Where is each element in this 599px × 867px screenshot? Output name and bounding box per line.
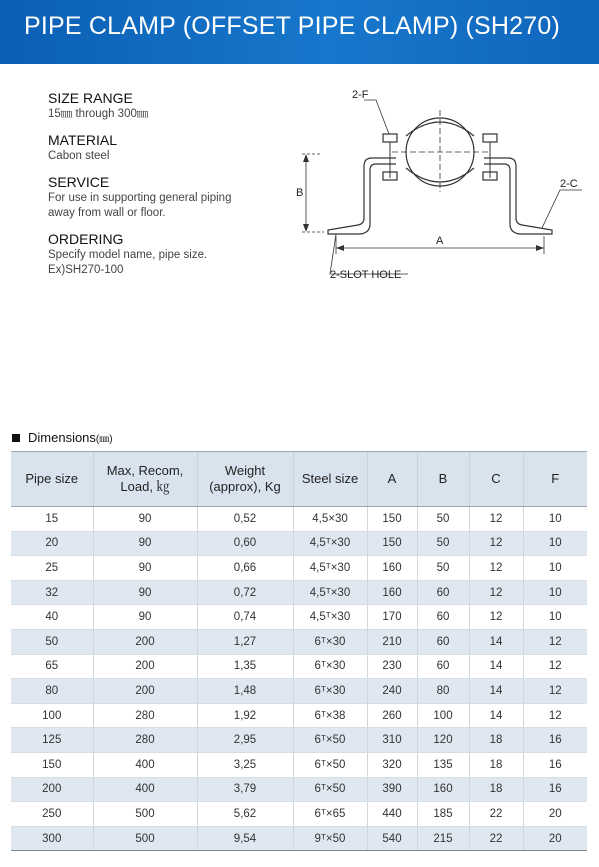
table-cell: 280 xyxy=(93,703,197,728)
label-slot-hole: 2-SLOT HOLE xyxy=(330,269,402,281)
table-cell: 4,5ᵀ×30 xyxy=(293,580,367,605)
table-cell: 310 xyxy=(367,728,417,753)
table-cell: 40 xyxy=(11,605,93,630)
table-cell: 400 xyxy=(93,777,197,802)
table-cell: 160 xyxy=(417,777,469,802)
table-row xyxy=(11,580,587,605)
spec-ordering xyxy=(48,231,288,278)
table-cell: 80 xyxy=(417,679,469,704)
title-banner xyxy=(0,0,599,64)
table-cell: 540 xyxy=(367,826,417,851)
table-cell: 2,95 xyxy=(197,728,293,753)
dimensions-unit: (㎜) xyxy=(95,434,113,445)
table-cell: 12 xyxy=(469,531,523,556)
table-cell: 10 xyxy=(523,580,587,605)
table-cell: 60 xyxy=(417,654,469,679)
spec-heading: ORDERING xyxy=(48,231,124,247)
dimensions-table xyxy=(11,451,587,851)
table-row xyxy=(11,826,587,851)
table-cell: 100 xyxy=(11,703,93,728)
table-cell: 6ᵀ×50 xyxy=(293,777,367,802)
spec-heading: MATERIAL xyxy=(48,132,117,148)
right-nut-top xyxy=(483,134,497,142)
table-cell: 3,25 xyxy=(197,752,293,777)
table-cell: 14 xyxy=(469,654,523,679)
table-cell: 5,62 xyxy=(197,802,293,827)
table-cell: 18 xyxy=(469,777,523,802)
c-leader xyxy=(542,190,582,228)
right-leg xyxy=(484,158,552,234)
table-cell: 90 xyxy=(93,556,197,581)
table-cell: 200 xyxy=(93,629,197,654)
table-cell: 4,5×30 xyxy=(293,507,367,532)
table-cell: 14 xyxy=(469,679,523,704)
table-cell: 18 xyxy=(469,752,523,777)
table-row xyxy=(11,531,587,556)
spec-service xyxy=(48,174,288,221)
table-cell: 12 xyxy=(523,654,587,679)
table-cell: 160 xyxy=(367,556,417,581)
table-cell: 1,92 xyxy=(197,703,293,728)
column-header: Pipe size xyxy=(11,452,93,507)
left-leg xyxy=(328,158,396,234)
column-header: Weight (approx), Kg xyxy=(197,452,293,507)
table-row xyxy=(11,752,587,777)
table-cell: 4,5ᵀ×30 xyxy=(293,556,367,581)
table-cell: 150 xyxy=(11,752,93,777)
table-cell: 9ᵀ×50 xyxy=(293,826,367,851)
table-cell: 10 xyxy=(523,531,587,556)
table-cell: 50 xyxy=(11,629,93,654)
spec-section xyxy=(48,90,288,288)
column-header: F xyxy=(523,452,587,507)
table-cell: 50 xyxy=(417,507,469,532)
table-row xyxy=(11,728,587,753)
spec-line: Cabon steel xyxy=(48,150,110,162)
spec-line: away from wall or floor. xyxy=(48,207,166,219)
column-header: C xyxy=(469,452,523,507)
table-row xyxy=(11,654,587,679)
dimensions-heading xyxy=(12,430,113,445)
table-row xyxy=(11,679,587,704)
table-cell: 25 xyxy=(11,556,93,581)
bullet-square-icon xyxy=(12,434,20,442)
table-cell: 6ᵀ×30 xyxy=(293,654,367,679)
label-b: B xyxy=(296,187,304,199)
table-cell: 20 xyxy=(523,802,587,827)
column-header: Max, Recom, Load, ㎏ xyxy=(93,452,197,507)
table-cell: 80 xyxy=(11,679,93,704)
table-cell: 125 xyxy=(11,728,93,753)
table-cell: 0,72 xyxy=(197,580,293,605)
table-cell: 1,48 xyxy=(197,679,293,704)
table-cell: 0,66 xyxy=(197,556,293,581)
table-cell: 210 xyxy=(367,629,417,654)
table-cell: 1,35 xyxy=(197,654,293,679)
table-cell: 440 xyxy=(367,802,417,827)
left-nut-top xyxy=(383,134,397,142)
table-row xyxy=(11,802,587,827)
table-cell: 6ᵀ×65 xyxy=(293,802,367,827)
table-cell: 170 xyxy=(367,605,417,630)
column-header: Steel size xyxy=(293,452,367,507)
dimensions-title: Dimensions xyxy=(28,430,96,445)
table-cell: 100 xyxy=(417,703,469,728)
table-cell: 280 xyxy=(93,728,197,753)
table-cell: 250 xyxy=(11,802,93,827)
table-cell: 300 xyxy=(11,826,93,851)
column-header: A xyxy=(367,452,417,507)
table-cell: 135 xyxy=(417,752,469,777)
table-cell: 10 xyxy=(523,556,587,581)
table-cell: 4,5ᵀ×30 xyxy=(293,531,367,556)
table-cell: 3,79 xyxy=(197,777,293,802)
table-cell: 14 xyxy=(469,703,523,728)
table-cell: 32 xyxy=(11,580,93,605)
table-header-row xyxy=(11,452,587,507)
table-cell: 12 xyxy=(469,580,523,605)
spec-line: 15㎜ through 300㎜ xyxy=(48,108,149,120)
spec-material xyxy=(48,132,288,164)
table-cell: 400 xyxy=(93,752,197,777)
table-cell: 1,27 xyxy=(197,629,293,654)
table-cell: 12 xyxy=(469,605,523,630)
table-cell: 90 xyxy=(93,507,197,532)
table-row xyxy=(11,777,587,802)
table-cell: 14 xyxy=(469,629,523,654)
table-cell: 18 xyxy=(469,728,523,753)
table-cell: 60 xyxy=(417,629,469,654)
table-cell: 6ᵀ×50 xyxy=(293,728,367,753)
table-cell: 50 xyxy=(417,531,469,556)
table-cell: 60 xyxy=(417,605,469,630)
table-cell: 6ᵀ×38 xyxy=(293,703,367,728)
table-cell: 9,54 xyxy=(197,826,293,851)
pipe-clamp-drawing xyxy=(290,88,590,288)
table-cell: 16 xyxy=(523,752,587,777)
table-cell: 12 xyxy=(523,629,587,654)
table-cell: 215 xyxy=(417,826,469,851)
spec-heading: SERVICE xyxy=(48,174,110,190)
table-cell: 10 xyxy=(523,507,587,532)
table-cell: 230 xyxy=(367,654,417,679)
table-cell: 22 xyxy=(469,802,523,827)
table-cell: 6ᵀ×50 xyxy=(293,752,367,777)
page-title: PIPE CLAMP (OFFSET PIPE CLAMP) (SH270) xyxy=(24,12,560,40)
table-cell: 16 xyxy=(523,777,587,802)
table-cell: 12 xyxy=(523,703,587,728)
table-cell: 120 xyxy=(417,728,469,753)
label-f: 2-F xyxy=(352,89,369,101)
spec-line: Ex)SH270-100 xyxy=(48,264,124,276)
table-cell: 160 xyxy=(367,580,417,605)
table-body xyxy=(11,507,587,851)
table-cell: 20 xyxy=(11,531,93,556)
table-cell: 390 xyxy=(367,777,417,802)
table-cell: 0,52 xyxy=(197,507,293,532)
table-cell: 6ᵀ×30 xyxy=(293,679,367,704)
label-a: A xyxy=(436,235,444,247)
table-row xyxy=(11,556,587,581)
table-cell: 200 xyxy=(11,777,93,802)
slot-leader xyxy=(330,234,408,274)
table-cell: 20 xyxy=(523,826,587,851)
spec-heading: SIZE RANGE xyxy=(48,90,133,106)
table-cell: 15 xyxy=(11,507,93,532)
table-cell: 90 xyxy=(93,580,197,605)
column-header: B xyxy=(417,452,469,507)
table-cell: 150 xyxy=(367,507,417,532)
table-cell: 185 xyxy=(417,802,469,827)
table-cell: 60 xyxy=(417,580,469,605)
table-cell: 0,60 xyxy=(197,531,293,556)
table-cell: 240 xyxy=(367,679,417,704)
table-cell: 500 xyxy=(93,802,197,827)
table-cell: 500 xyxy=(93,826,197,851)
table-cell: 50 xyxy=(417,556,469,581)
table-cell: 6ᵀ×30 xyxy=(293,629,367,654)
b-arrow-bottom xyxy=(303,224,309,232)
spec-size-range xyxy=(48,90,288,122)
table-cell: 0,74 xyxy=(197,605,293,630)
label-c: 2-C xyxy=(560,178,578,190)
a-arrow-left xyxy=(336,245,344,251)
table-cell: 260 xyxy=(367,703,417,728)
table-row xyxy=(11,605,587,630)
table-cell: 320 xyxy=(367,752,417,777)
table-cell: 4,5ᵀ×30 xyxy=(293,605,367,630)
table-cell: 12 xyxy=(523,679,587,704)
table-cell: 65 xyxy=(11,654,93,679)
table-cell: 90 xyxy=(93,531,197,556)
table-cell: 12 xyxy=(469,507,523,532)
table-row xyxy=(11,507,587,532)
table-cell: 12 xyxy=(469,556,523,581)
b-arrow-top xyxy=(303,154,309,162)
a-arrow-right xyxy=(536,245,544,251)
spec-line: Specify model name, pipe size. xyxy=(48,249,208,261)
table-cell: 90 xyxy=(93,605,197,630)
table-row xyxy=(11,629,587,654)
table-cell: 10 xyxy=(523,605,587,630)
table-cell: 150 xyxy=(367,531,417,556)
table-cell: 200 xyxy=(93,679,197,704)
table-row xyxy=(11,703,587,728)
table-cell: 16 xyxy=(523,728,587,753)
table-cell: 200 xyxy=(93,654,197,679)
spec-line: For use in supporting general piping xyxy=(48,192,232,204)
f-leader xyxy=(364,100,389,134)
table-cell: 22 xyxy=(469,826,523,851)
